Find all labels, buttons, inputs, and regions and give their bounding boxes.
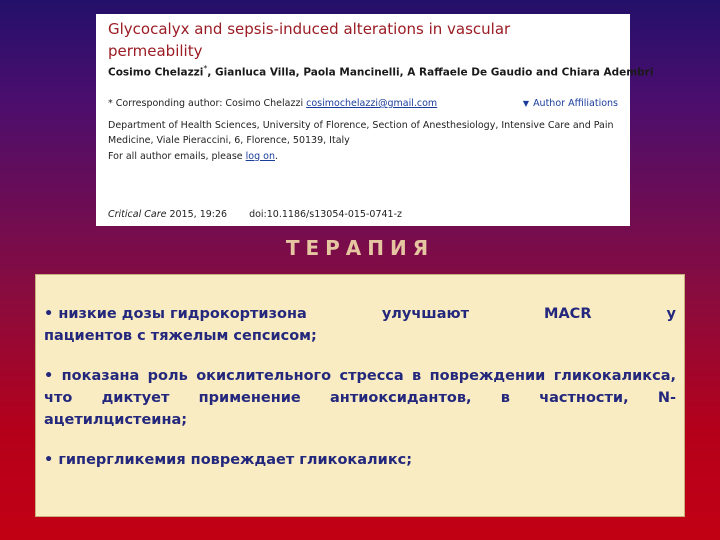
bullet-text-part: у (666, 306, 676, 322)
bullet-hydrocortisone (44, 303, 676, 347)
citation (108, 209, 402, 220)
emails-suffix: . (275, 150, 279, 162)
triangle-down-icon: ▼ (522, 99, 530, 108)
journal-info: 2015, 19:26 (166, 209, 228, 220)
paper-title: Glycocalyx and sepsis-induced alterations in vascular permeability (108, 20, 511, 60)
first-author[interactable]: Cosimo Chelazzi (108, 66, 204, 79)
department-text: Department of Health Sciences, University of Florence, Section of Anesthesiology, Intensive Care and Pain Medicine, Viale Pieraccini, 6, Florence, 50139, Italy (108, 119, 614, 146)
corresponding-author (108, 96, 437, 112)
section-heading: ТЕРАПИЯ (285, 236, 435, 260)
author-affiliations-link[interactable] (523, 96, 618, 112)
corresponding-mark: * (203, 64, 208, 73)
bullet-line (44, 303, 676, 325)
affiliations-label: Author Affiliations (533, 98, 618, 109)
paper-screenshot (96, 14, 654, 226)
emails-note (108, 149, 618, 165)
author-details (108, 96, 618, 164)
bullet-hyperglycemia: • гипергликемия повреждает гликокаликс; (44, 452, 413, 468)
corresponding-row (108, 96, 618, 112)
email-link[interactable]: cosimochelazzi@gmail.com (306, 98, 438, 109)
bullet-text-part: улучшают (381, 306, 469, 322)
journal-name: Critical Care (108, 209, 167, 220)
emails-prefix: For all author emails, please (108, 150, 246, 162)
bullet-oxidative-stress: • показана роль окислительного стресса в повреждении гликокаликса, что диктует применение антиоксидантов, в частности, N- ацетилцистеина; (44, 368, 676, 428)
bullet-text-part: • низкие дозы гидрокортизона (44, 306, 307, 322)
bullet-text-part: MACR (544, 306, 592, 322)
log-on-link[interactable]: log on (245, 150, 275, 162)
content-box (35, 274, 685, 517)
bullet-line: пациентов с тяжелым сепсисом; (44, 328, 317, 344)
doi: doi:10.1186/s13054-015-0741-z (249, 209, 402, 220)
corresponding-label: * Corresponding author: Cosimo Chelazzi (108, 98, 307, 109)
other-authors: , Gianluca Villa, Paola Mancinelli, A Raffaele De Gaudio and Chiara Adembri (207, 66, 654, 79)
author-list (108, 64, 654, 79)
